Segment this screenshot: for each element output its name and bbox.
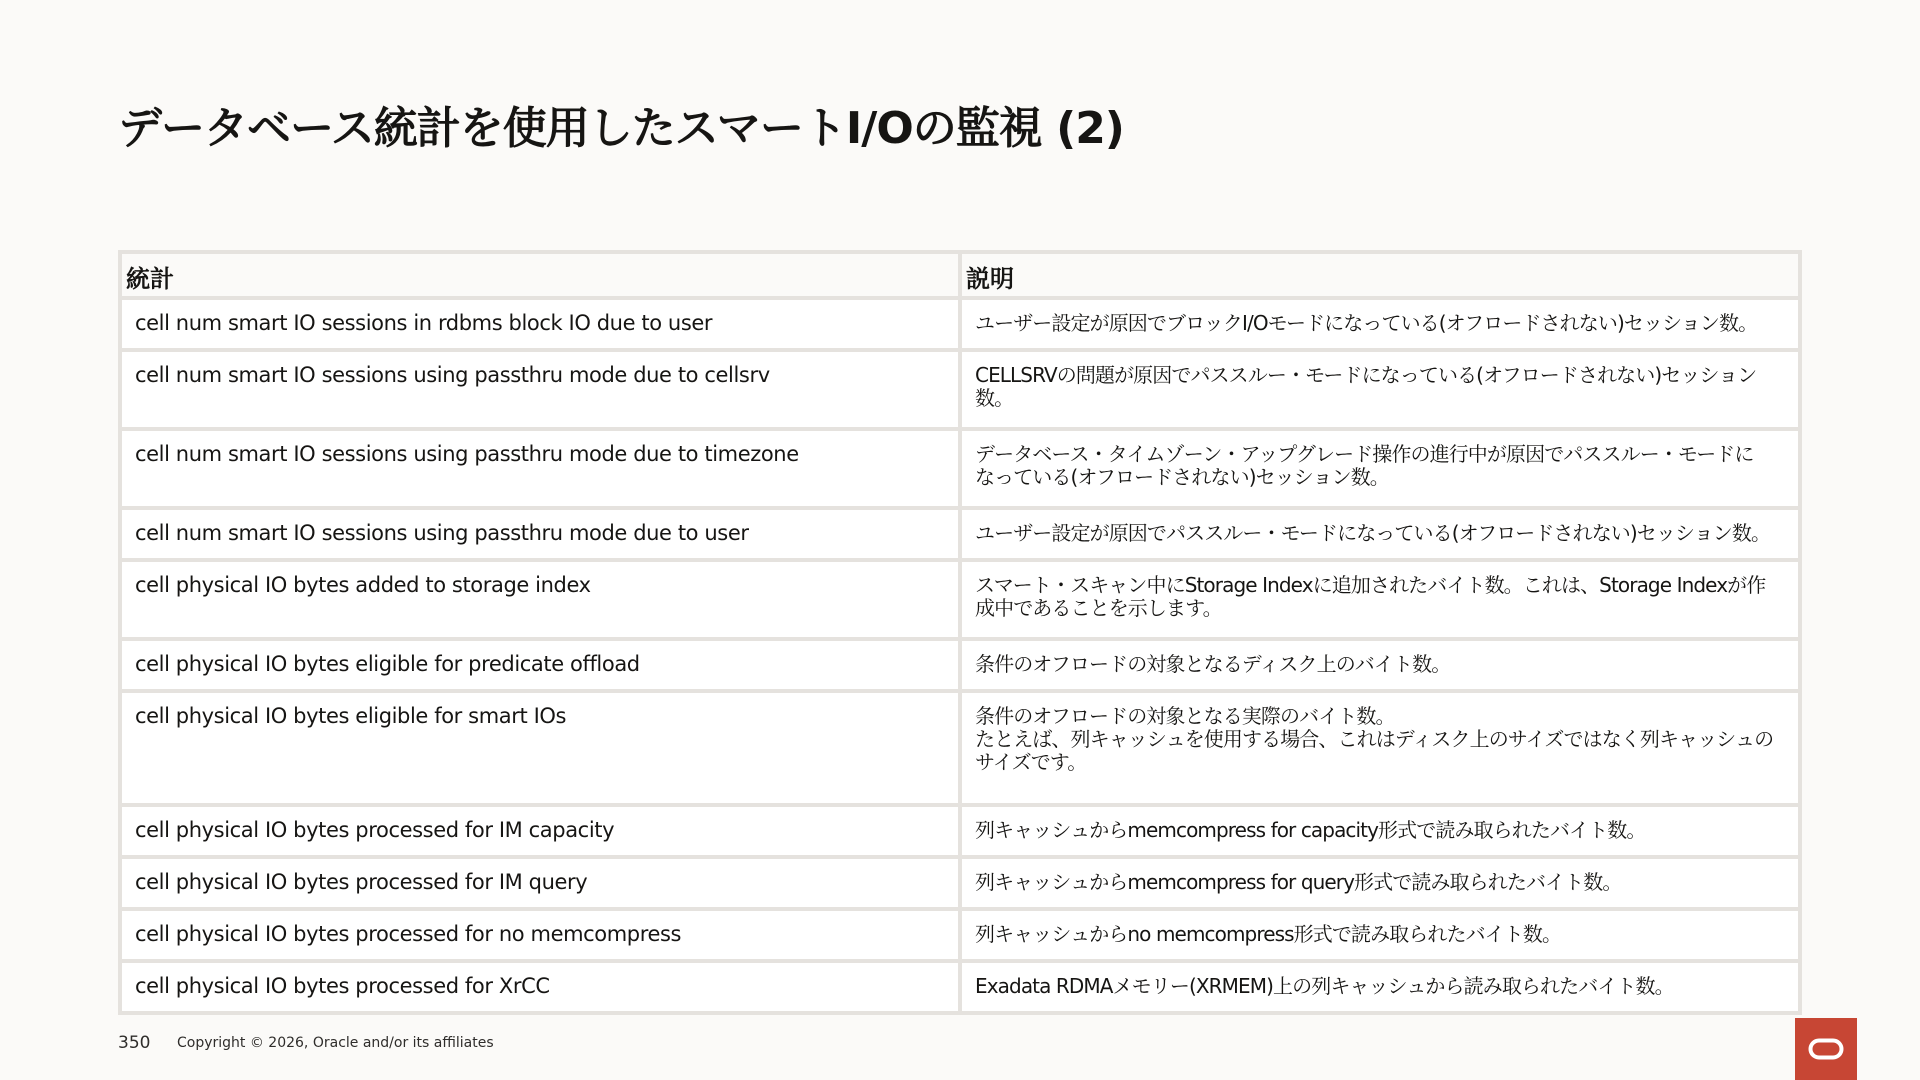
description-cell: ユーザー設定が原因でブロックI/Oモードになっている(オフロードされない)セッション数。: [962, 300, 1798, 348]
description-cell: ユーザー設定が原因でパススルー・モードになっている(オフロードされない)セッション数。: [962, 510, 1798, 558]
statistic-name-cell: cell physical IO bytes processed for IM capacity: [122, 807, 958, 855]
page-number: 350: [118, 1033, 151, 1053]
statistic-name-cell: cell physical IO bytes processed for IM query: [122, 859, 958, 907]
statistic-name-cell: cell num smart IO sessions using passthru mode due to user: [122, 510, 958, 558]
table-row: [122, 693, 1798, 803]
table-row: [122, 859, 1798, 907]
description-cell: Exadata RDMAメモリー(XRMEM)上の列キャッシュから読み取られたバイト数。: [962, 963, 1798, 1011]
column-header-statistic: 統計: [122, 254, 958, 296]
table-row: [122, 963, 1798, 1011]
table-row: [122, 431, 1798, 506]
description-cell: 列キャッシュからmemcompress for query形式で読み取られたバイト数。: [962, 859, 1798, 907]
oracle-logo-icon: [1808, 1038, 1844, 1060]
description-cell: スマート・スキャン中にStorage Indexに追加されたバイト数。これは、Storage Indexが作 成中であることを示します。: [962, 562, 1798, 637]
page-title: データベース統計を使用したスマートI/Oの監視 (2): [118, 103, 1124, 154]
table-row: [122, 510, 1798, 558]
description-cell: 条件のオフロードの対象となる実際のバイト数。 たとえば、列キャッシュを使用する場合、これはディスク上のサイズではなく列キャッシュの サイズです。: [962, 693, 1798, 803]
statistic-name-cell: cell physical IO bytes eligible for smart IOs: [122, 693, 958, 803]
table-row: [122, 352, 1798, 427]
table-row: [122, 641, 1798, 689]
description-cell: 列キャッシュからmemcompress for capacity形式で読み取られたバイト数。: [962, 807, 1798, 855]
table-header-row: [122, 254, 1798, 296]
statistic-name-cell: cell num smart IO sessions using passthru mode due to cellsrv: [122, 352, 958, 427]
table-row: [122, 911, 1798, 959]
description-cell: 条件のオフロードの対象となるディスク上のバイト数。: [962, 641, 1798, 689]
column-header-description: 説明: [962, 254, 1798, 296]
statistic-name-cell: cell num smart IO sessions using passthru mode due to timezone: [122, 431, 958, 506]
description-cell: CELLSRVの問題が原因でパススルー・モードになっている(オフロードされない)セッション数。: [962, 352, 1798, 427]
statistic-name-cell: cell num smart IO sessions in rdbms block IO due to user: [122, 300, 958, 348]
table-row: [122, 562, 1798, 637]
statistics-table: [118, 250, 1802, 1015]
statistic-name-cell: cell physical IO bytes processed for XrCC: [122, 963, 958, 1011]
description-cell: 列キャッシュからno memcompress形式で読み取られたバイト数。: [962, 911, 1798, 959]
table-row: [122, 807, 1798, 855]
statistic-name-cell: cell physical IO bytes processed for no memcompress: [122, 911, 958, 959]
copyright-text: Copyright © 2026, Oracle and/or its affiliates: [177, 1035, 494, 1051]
oracle-logo: [1795, 1018, 1857, 1080]
statistics-table-container: [118, 250, 1802, 1015]
description-cell: データベース・タイムゾーン・アップグレード操作の進行中が原因でパススルー・モードに なっている(オフロードされない)セッション数。: [962, 431, 1798, 506]
statistic-name-cell: cell physical IO bytes eligible for predicate offload: [122, 641, 958, 689]
table-row: [122, 300, 1798, 348]
statistic-name-cell: cell physical IO bytes added to storage index: [122, 562, 958, 637]
